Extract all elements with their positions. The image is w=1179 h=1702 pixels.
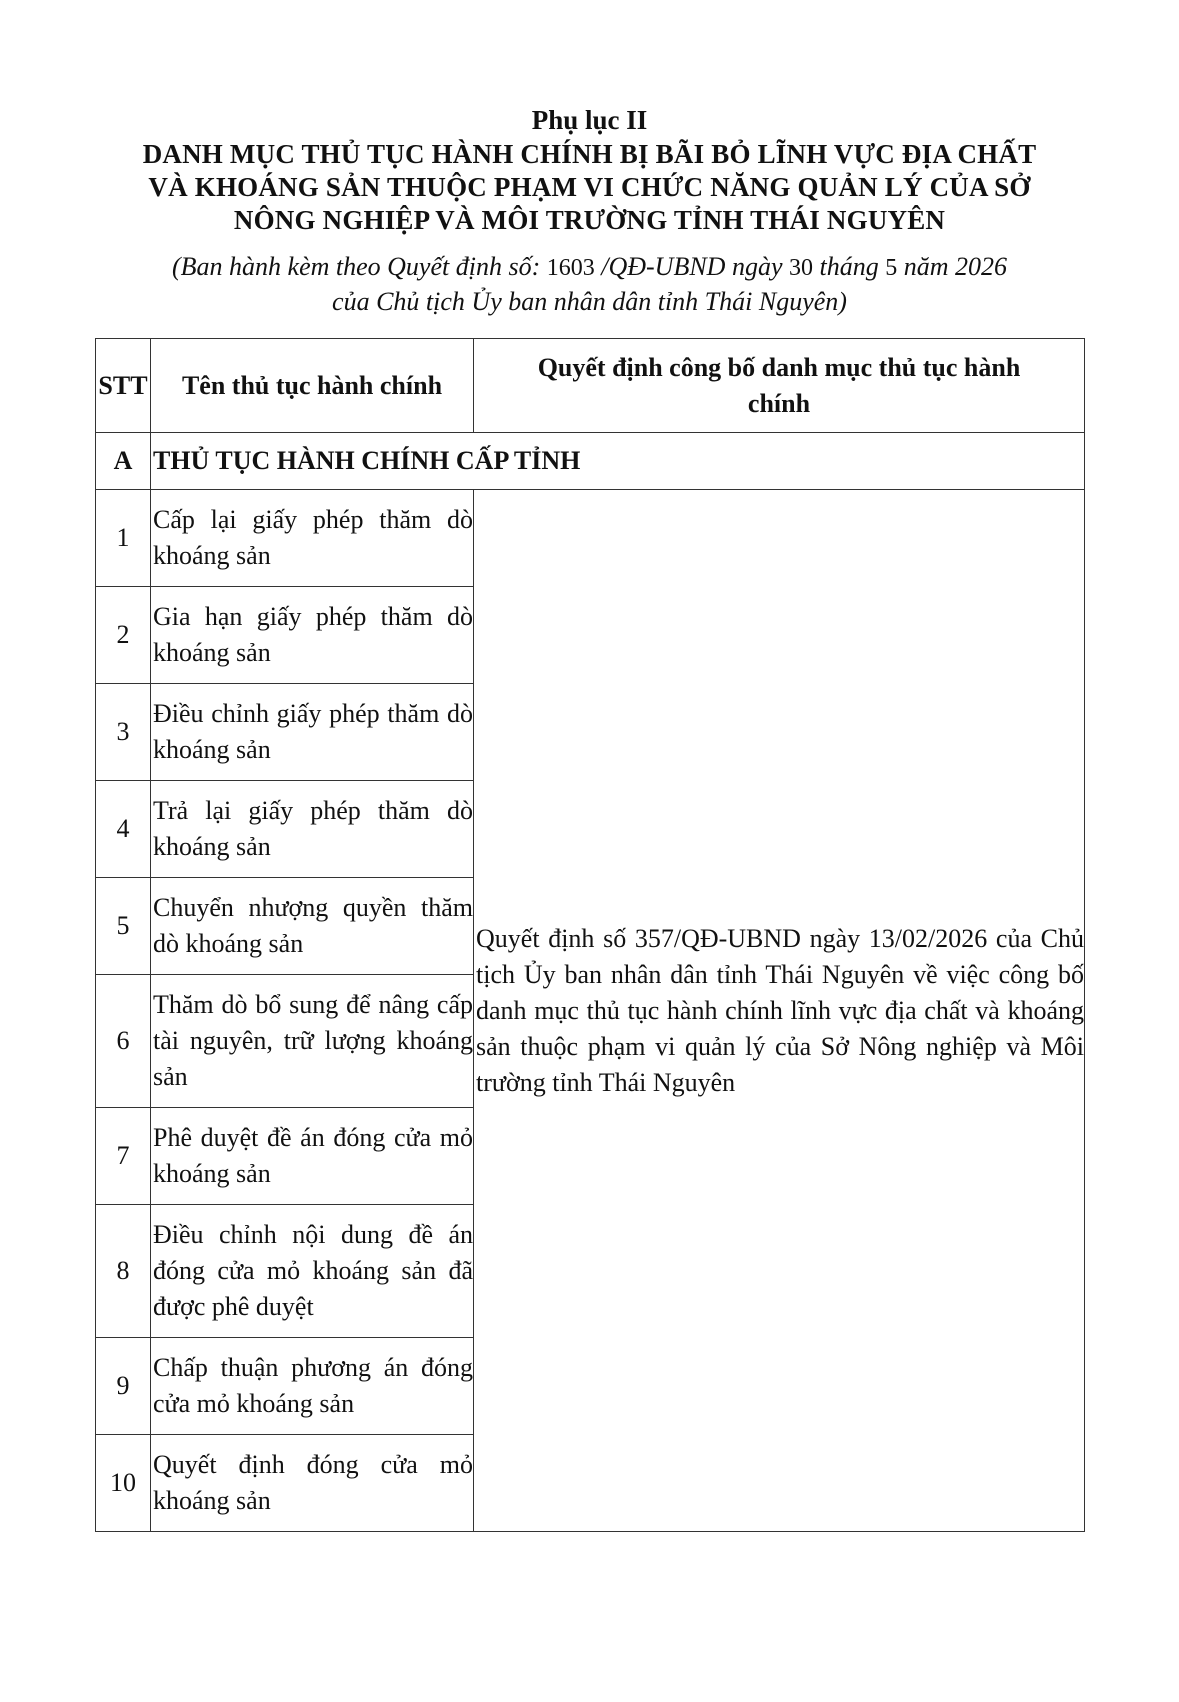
issuance-month-label: tháng: [813, 252, 886, 281]
procedure-name: Phê duyệt đề án đóng cửa mỏ khoáng sản: [151, 1108, 474, 1205]
decision-reference: Quyết định số 357/QĐ-UBND ngày 13/02/2026 của Chủ tịch Ủy ban nhân dân tỉnh Thái Nguyên về việc công bố danh mục thủ tục hành chính lĩnh vực địa chất và khoáng sản thuộc phạm vi quản lý của Sở Nông nghiệp và Môi trường tỉnh Thái Nguyên: [474, 490, 1085, 1532]
decision-number: 1603: [546, 255, 595, 281]
procedure-name: Trả lại giấy phép thăm dò khoáng sản: [151, 781, 474, 878]
header-procedure-name: Tên thủ tục hành chính: [151, 339, 474, 433]
section-row: [96, 433, 1085, 490]
issuance-note: [0, 250, 1179, 318]
table-row: [96, 490, 1085, 587]
procedure-name: Gia hạn giấy phép thăm dò khoáng sản: [151, 587, 474, 684]
issuance-prefix: (Ban hành kèm theo Quyết định số:: [171, 252, 547, 281]
procedure-name: Cấp lại giấy phép thăm dò khoáng sản: [151, 490, 474, 587]
section-code: A: [96, 433, 151, 490]
title-line-3: NÔNG NGHIỆP VÀ MÔI TRƯỜNG TỈNH THÁI NGUYÊN: [233, 205, 946, 235]
title-line-1: DANH MỤC THỦ TỤC HÀNH CHÍNH BỊ BÃI BỎ LĨNH VỰC ĐỊA CHẤT: [142, 139, 1037, 169]
issuance-note-line-1: [0, 250, 1179, 285]
decision-month: 5: [885, 255, 898, 281]
procedure-name: Điều chỉnh nội dung đề án đóng cửa mỏ khoáng sản đã được phê duyệt: [151, 1205, 474, 1338]
row-stt: 6: [96, 975, 151, 1108]
issuance-note-line-2: của Chủ tịch Ủy ban nhân dân tỉnh Thái Nguyên): [332, 287, 847, 316]
procedure-name: Điều chỉnh giấy phép thăm dò khoáng sản: [151, 684, 474, 781]
procedure-name: Thăm dò bổ sung để nâng cấp tài nguyên, trữ lượng khoáng sản: [151, 975, 474, 1108]
row-stt: 9: [96, 1338, 151, 1435]
row-stt: 10: [96, 1435, 151, 1532]
procedure-name: Quyết định đóng cửa mỏ khoáng sản: [151, 1435, 474, 1532]
row-stt: 5: [96, 878, 151, 975]
header-stt: STT: [96, 339, 151, 433]
issuance-code: /QĐ-UBND ngày: [594, 252, 789, 281]
row-stt: 8: [96, 1205, 151, 1338]
title-line-2: VÀ KHOÁNG SẢN THUỘC PHẠM VI CHỨC NĂNG QUẢN LÝ CỦA SỞ: [148, 172, 1031, 202]
procedure-name: Chấp thuận phương án đóng cửa mỏ khoáng sản: [151, 1338, 474, 1435]
procedure-name: Chuyển nhượng quyền thăm dò khoáng sản: [151, 878, 474, 975]
row-stt: 4: [96, 781, 151, 878]
row-stt: 7: [96, 1108, 151, 1205]
section-label: THỦ TỤC HÀNH CHÍNH CẤP TỈNH: [151, 433, 1085, 490]
decision-day: 30: [789, 255, 813, 281]
procedures-table: [95, 338, 1085, 1532]
table-header-row: [96, 339, 1085, 433]
document-title: [0, 138, 1179, 237]
row-stt: 3: [96, 684, 151, 781]
row-stt: 2: [96, 587, 151, 684]
issuance-year: năm 2026: [897, 252, 1008, 281]
header-decision: Quyết định công bố danh mục thủ tục hành chính: [474, 339, 1085, 433]
row-stt: 1: [96, 490, 151, 587]
appendix-label: Phụ lục II: [531, 105, 648, 135]
